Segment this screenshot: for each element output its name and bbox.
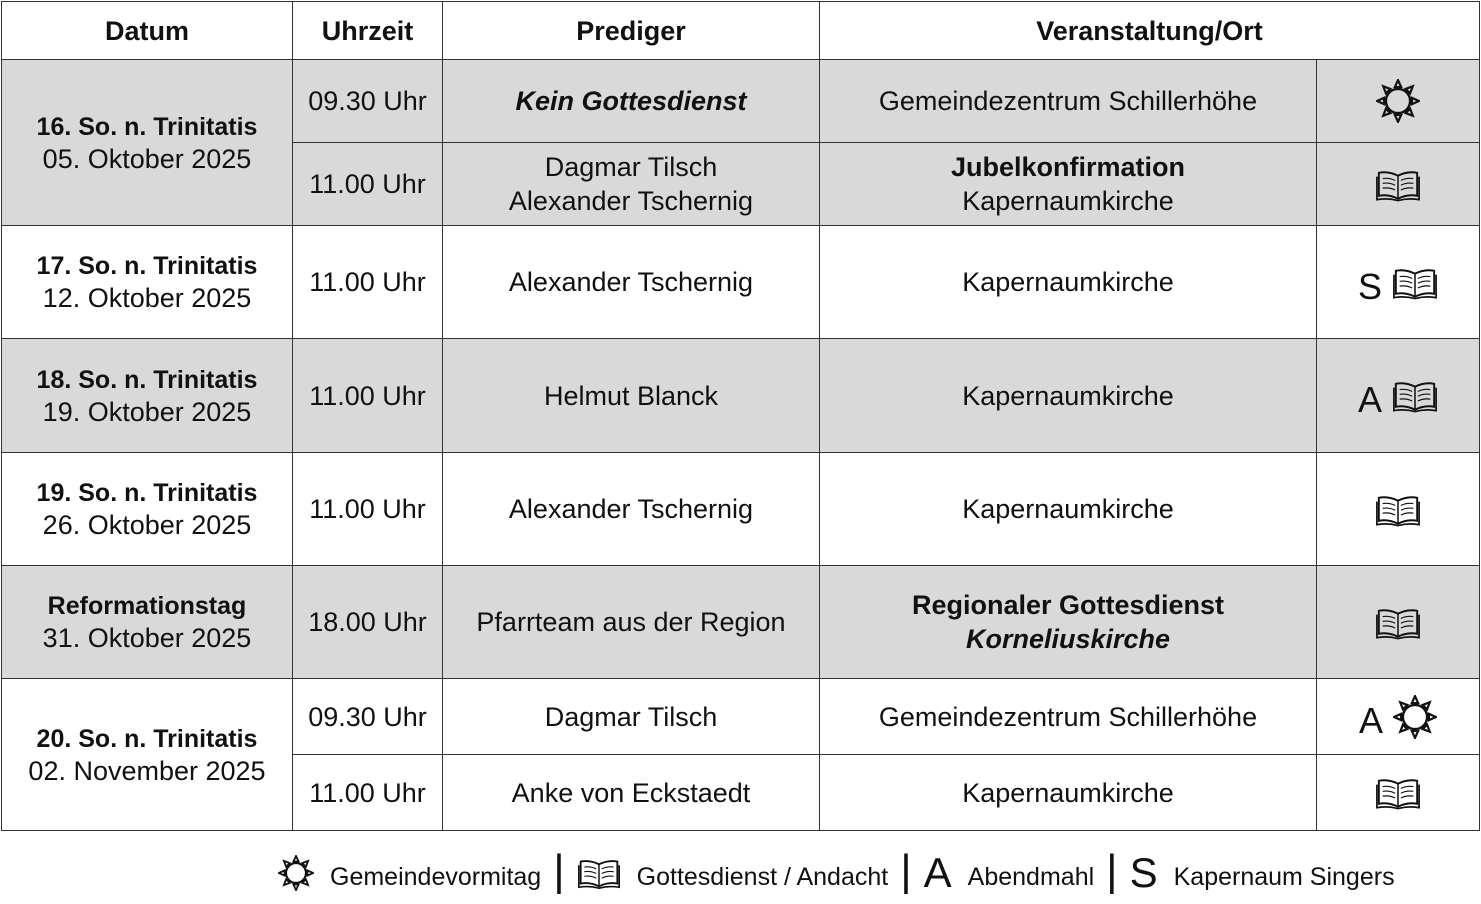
preacher-cell bbox=[443, 143, 820, 226]
preacher-cell: Anke von Eckstaedt bbox=[443, 755, 820, 831]
time-cell: 11.00 Uhr bbox=[293, 339, 443, 453]
icon-cell bbox=[1317, 143, 1480, 226]
day-label: 19. So. n. Trinitatis bbox=[36, 479, 258, 507]
header-uhrzeit: Uhrzeit bbox=[293, 2, 443, 60]
table-row bbox=[2, 60, 1480, 143]
day-label: 17. So. n. Trinitatis bbox=[36, 252, 258, 280]
legend-separator: | bbox=[1106, 846, 1118, 895]
time-cell: 09.30 Uhr bbox=[293, 60, 443, 143]
preacher-cell: Dagmar Tilsch bbox=[443, 679, 820, 755]
preacher-name: Dagmar Tilsch bbox=[544, 152, 718, 182]
singers-letter: S bbox=[1358, 265, 1383, 307]
event-cell: Kapernaumkirche bbox=[820, 453, 1317, 566]
table-row bbox=[2, 566, 1480, 679]
table-row bbox=[2, 679, 1480, 755]
legend-a-letter: A bbox=[923, 849, 952, 896]
event-cell bbox=[820, 143, 1317, 226]
icon-cell bbox=[1317, 679, 1480, 755]
date-label: 02. November 2025 bbox=[28, 755, 266, 786]
legend bbox=[278, 848, 1395, 898]
icon-cell bbox=[1317, 755, 1480, 831]
date-label: 05. Oktober 2025 bbox=[42, 143, 252, 174]
sun-icon bbox=[1376, 84, 1420, 114]
preacher-cell: Alexander Tschernig bbox=[443, 226, 820, 339]
abendmahl-letter: A bbox=[1358, 379, 1383, 421]
legend-book-label: Gottesdienst / Andacht bbox=[636, 862, 889, 891]
date-label: 31. Oktober 2025 bbox=[42, 623, 252, 653]
day-label: 18. So. n. Trinitatis bbox=[36, 365, 258, 394]
icon-cell bbox=[1317, 226, 1480, 339]
legend-s-label: Kapernaum Singers bbox=[1173, 862, 1395, 891]
date-label: 26. Oktober 2025 bbox=[42, 510, 252, 540]
service-schedule-table bbox=[1, 1, 1480, 831]
legend-a-label: Abendmahl bbox=[967, 862, 1095, 891]
icon-cell bbox=[1317, 339, 1480, 453]
legend-sun-label: Gemeindevormitag bbox=[330, 862, 542, 891]
date-label: 19. Oktober 2025 bbox=[42, 396, 252, 427]
event-cell bbox=[820, 566, 1317, 679]
book-icon bbox=[1375, 168, 1421, 198]
header-row bbox=[2, 2, 1480, 60]
event-title: Jubelkonfirmation bbox=[950, 152, 1186, 182]
icon-cell bbox=[1317, 60, 1480, 143]
header-prediger: Prediger bbox=[443, 2, 820, 60]
event-cell: Gemeindezentrum Schillerhöhe bbox=[820, 60, 1317, 143]
legend-separator: | bbox=[553, 846, 565, 895]
day-label: 20. So. n. Trinitatis bbox=[36, 724, 258, 753]
book-icon bbox=[1375, 606, 1421, 636]
time-cell: 18.00 Uhr bbox=[293, 566, 443, 679]
time-cell: 11.00 Uhr bbox=[293, 755, 443, 831]
event-location: Kapernaumkirche bbox=[962, 186, 1174, 216]
date-cell bbox=[2, 226, 293, 339]
book-icon bbox=[577, 857, 621, 890]
preacher-cell: Pfarrteam aus der Region bbox=[443, 566, 820, 679]
date-cell bbox=[2, 679, 293, 831]
day-label: Reformationstag bbox=[47, 592, 247, 620]
date-cell bbox=[2, 60, 293, 226]
date-cell bbox=[2, 566, 293, 679]
date-cell bbox=[2, 339, 293, 453]
header-datum: Datum bbox=[2, 2, 293, 60]
abendmahl-letter: A bbox=[1359, 699, 1384, 741]
sun-icon bbox=[1393, 700, 1437, 730]
icon-cell bbox=[1317, 566, 1480, 679]
book-icon bbox=[1375, 493, 1421, 523]
date-cell bbox=[2, 453, 293, 566]
legend-separator: | bbox=[900, 846, 912, 895]
icon-cell bbox=[1317, 453, 1480, 566]
legend-s-letter: S bbox=[1129, 849, 1158, 896]
date-label: 12. Oktober 2025 bbox=[42, 283, 252, 313]
time-cell: 11.00 Uhr bbox=[293, 226, 443, 339]
event-location: Korneliuskirche bbox=[965, 624, 1171, 654]
time-cell: 11.00 Uhr bbox=[293, 453, 443, 566]
event-title: Regionaler Gottesdienst bbox=[911, 590, 1225, 620]
table-row bbox=[2, 339, 1480, 453]
preacher-cell: Helmut Blanck bbox=[443, 339, 820, 453]
book-icon bbox=[1392, 266, 1438, 296]
header-ort: Veranstaltung/Ort bbox=[820, 2, 1480, 60]
book-icon bbox=[1375, 776, 1421, 806]
event-cell: Kapernaumkirche bbox=[820, 339, 1317, 453]
event-cell: Kapernaumkirche bbox=[820, 755, 1317, 831]
event-cell: Gemeindezentrum Schillerhöhe bbox=[820, 679, 1317, 755]
time-cell: 09.30 Uhr bbox=[293, 679, 443, 755]
book-icon bbox=[1392, 379, 1438, 409]
preacher-cell: Kein Gottesdienst bbox=[443, 60, 820, 143]
table-row bbox=[2, 226, 1480, 339]
preacher-name: Alexander Tschernig bbox=[508, 186, 754, 216]
day-label: 16. So. n. Trinitatis bbox=[36, 112, 258, 141]
preacher-cell: Alexander Tschernig bbox=[443, 453, 820, 566]
time-cell: 11.00 Uhr bbox=[293, 143, 443, 226]
sun-icon bbox=[278, 855, 314, 891]
table-row bbox=[2, 453, 1480, 566]
event-cell: Kapernaumkirche bbox=[820, 226, 1317, 339]
